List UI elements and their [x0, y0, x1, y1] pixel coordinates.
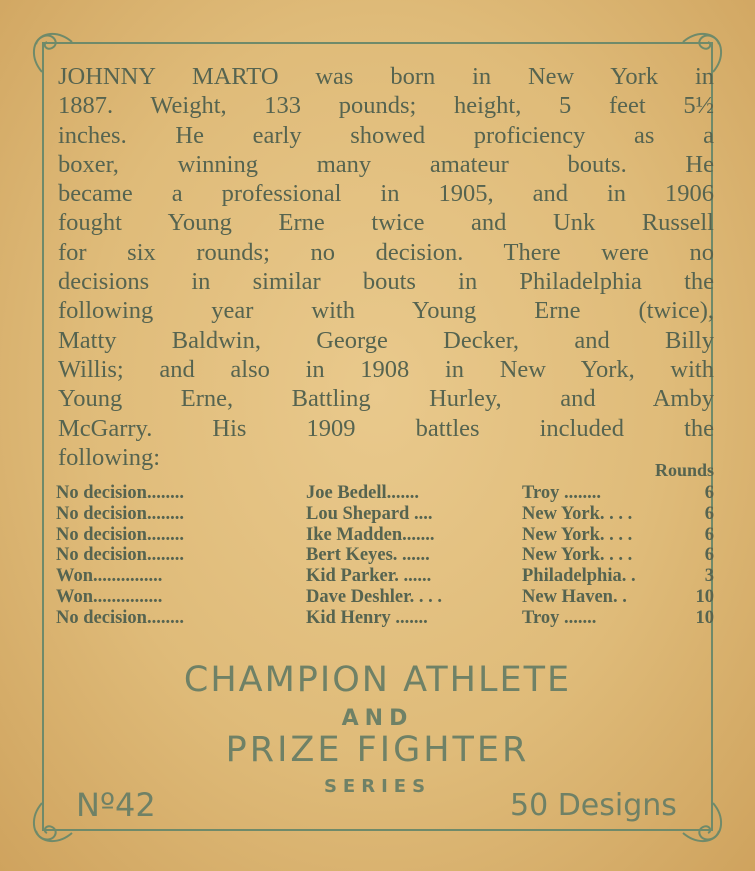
bio-line: 1887. Weight, 133 pounds; height, 5 feet 5½ [58, 92, 714, 120]
card-number: Nº42 [76, 786, 156, 824]
bio-line: following year with Young Erne (twice), [58, 297, 714, 325]
bout-opponent: Ike Madden....... [306, 524, 435, 545]
bout-rounds: 6 [704, 483, 714, 503]
table-row [56, 483, 714, 504]
bout-opponent: Kid Henry ....... [306, 607, 428, 628]
bio-line: Young Erne, Battling Hurley, and Amby [58, 385, 714, 413]
bio-line: decisions in similar bouts in Philadelphia the [58, 268, 714, 296]
corner-ornament-icon [681, 801, 727, 847]
table-row [56, 504, 714, 525]
bout-place: Troy ....... [522, 607, 597, 628]
bio-line: JOHNNY MARTO was born in New York in [58, 63, 714, 90]
rounds-column-header: Rounds [654, 460, 714, 480]
bout-result: No decision........ [56, 524, 184, 545]
bio-line: McGarry. His 1909 battles included the [58, 414, 714, 442]
bio-line: for six rounds; no decision. There were no [58, 238, 714, 266]
bout-result: No decision........ [56, 607, 184, 628]
bout-result: No decision........ [56, 545, 184, 566]
series-title-line-1: CHAMPION ATHLETE [183, 660, 572, 700]
bout-place: Philadelphia. . [522, 566, 636, 587]
bout-opponent: Dave Deshler. . . . [306, 586, 442, 607]
bout-table [56, 483, 714, 629]
bout-opponent: Joe Bedell....... [306, 483, 420, 503]
bio-line: fought Young Erne twice and Unk Russell [58, 209, 714, 237]
bout-result: Won............... [56, 586, 163, 607]
table-row [56, 566, 714, 587]
bout-rounds: 6 [704, 545, 714, 566]
bout-result: No decision........ [56, 503, 184, 524]
bio-line: inches. He early showed proficiency as a [58, 121, 714, 149]
series-title-line-3: PRIZE FIGHTER [225, 730, 530, 770]
bout-rounds: 3 [704, 566, 714, 587]
bio-line: following: [58, 443, 161, 471]
table-row [56, 587, 714, 608]
table-row [56, 608, 714, 629]
bio-line: Matty Baldwin, George Decker, and Billy [58, 326, 714, 354]
corner-ornament-icon [28, 801, 74, 847]
bout-place: New York. . . . [522, 503, 633, 524]
series-title-line-2: AND [341, 706, 414, 731]
bio-line: Willis; and also in 1908 in New York, with [58, 355, 714, 383]
designs-count: 50 Designs [510, 788, 677, 823]
table-row [56, 545, 714, 566]
bout-rounds: 6 [704, 524, 714, 545]
bout-place: New York. . . . [522, 524, 633, 545]
bio-line: boxer, winning many amateur bouts. He [58, 150, 714, 178]
bout-place: Troy ........ [522, 483, 601, 503]
biography-text [58, 62, 714, 472]
series-title-line-4: SERIES [323, 776, 432, 797]
bout-rounds: 6 [704, 503, 714, 524]
bout-result: Won............... [56, 566, 163, 587]
bout-rounds: 10 [695, 607, 714, 628]
table-row [56, 525, 714, 546]
bio-line: became a professional in 1905, and in 1906 [58, 180, 714, 208]
bout-place: New York. . . . [522, 545, 633, 566]
bout-opponent: Lou Shepard .... [306, 503, 433, 524]
bout-result: No decision........ [56, 483, 184, 503]
bout-opponent: Kid Parker. ...... [306, 566, 432, 587]
bout-rounds: 10 [695, 586, 714, 607]
bout-opponent: Bert Keyes. ...... [306, 545, 430, 566]
bout-place: New Haven. . [522, 586, 627, 607]
